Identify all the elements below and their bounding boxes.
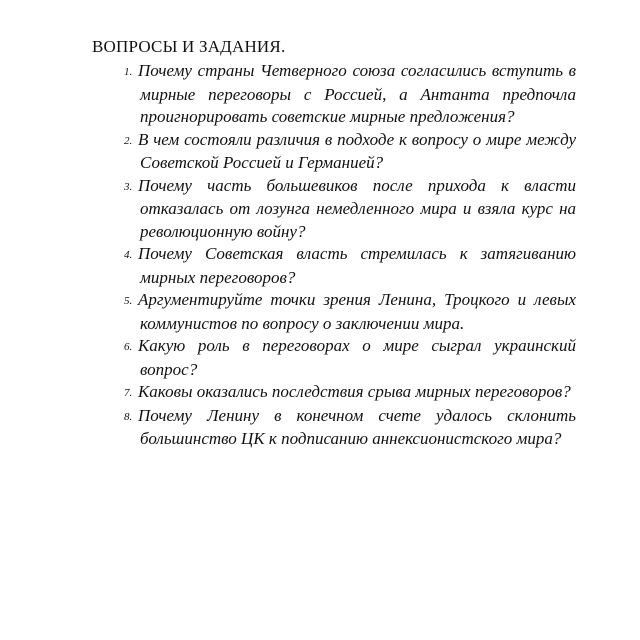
question-item-7	[124, 381, 576, 405]
question-number: 8.	[124, 410, 133, 423]
question-number: 6.	[124, 341, 133, 353]
question-text: Почему Ленину в конечном счете удалось склонить большинство ЦК к подписанию аннексионистского мира?	[138, 405, 576, 448]
question-text: Почему Советская власть стремилась к затягиванию мирных переговоров?	[138, 244, 576, 287]
question-item-8	[124, 405, 576, 451]
question-number: 5.	[124, 295, 133, 307]
page-title: ВОПРОСЫ И ЗАДАНИЯ.	[92, 37, 286, 56]
question-text: Какую роль в переговорах о мире сыграл украинский вопрос?	[138, 336, 576, 379]
question-text: Почему страны Четверного союза согласились вступить в мирные переговоры с Россией, а Антанта предпочла проигнорировать советские мирные предложения?	[138, 61, 576, 126]
question-item-1	[124, 60, 576, 129]
question-number: 2.	[124, 134, 133, 147]
question-item-4	[124, 243, 576, 289]
question-item-5	[124, 289, 576, 335]
question-item-6	[124, 335, 576, 381]
question-text: Каковы оказались последствия срыва мирных переговоров?	[138, 382, 571, 401]
question-item-2	[124, 129, 576, 175]
question-text: Аргументируйте точки зрения Ленина, Троцкого и левых коммунистов по вопросу о заключении мира.	[138, 290, 576, 333]
question-number: 4.	[124, 249, 133, 261]
question-item-3	[124, 175, 576, 244]
question-text: В чем состояли различия в подходе к вопросу о мире между Советской Россией и Германией?	[138, 129, 576, 172]
question-number: 1.	[124, 66, 133, 78]
question-text: Почему часть большевиков после прихода к власти отказалась от лозунга немедленного мира и взяла курс на революционную войну?	[138, 175, 576, 241]
question-number: 3.	[124, 180, 133, 193]
question-list	[124, 60, 576, 451]
question-number: 7.	[124, 387, 133, 399]
